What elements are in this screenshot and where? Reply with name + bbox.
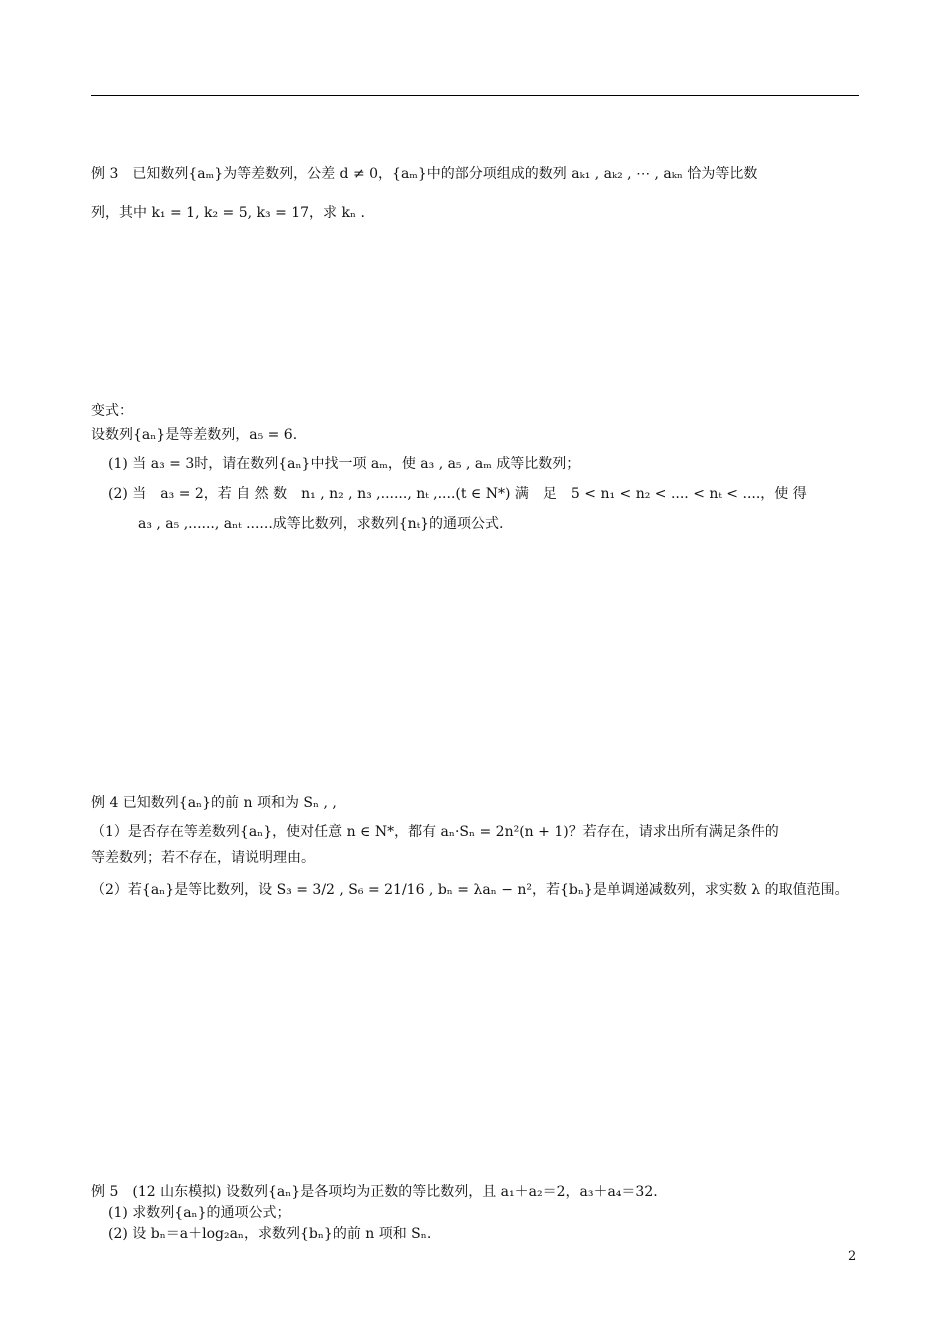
example-4-line-1: 例 4 已知数列{aₙ}的前 n 项和为 Sₙ , ,: [91, 795, 337, 811]
example-5-line-1: 例 5 (12 山东模拟) 设数列{aₙ}是各项均为正数的等比数列，且 a₁＋a₂＝2，a₃＋a₄＝32.: [91, 1184, 658, 1200]
variant-intro: 设数列{aₙ}是等差数列，a₅ = 6.: [91, 427, 298, 443]
example-3-line-1: 例 3 已知数列{aₘ}为等差数列，公差 d ≠ 0，{aₘ}中的部分项组成的数列 aₖ₁ , aₖ₂ , ⋯ , aₖₙ 恰为等比数: [91, 166, 758, 182]
example-5-question-2: (2) 设 bₙ＝a＋log₂aₙ，求数列{bₙ}的前 n 项和 Sₙ.: [108, 1226, 432, 1242]
variant-question-1: (1) 当 a₃ = 3时，请在数列{aₙ}中找一项 aₘ，使 a₃ , a₅ , aₘ 成等比数列；: [108, 456, 581, 472]
variant-title: 变式：: [91, 403, 133, 419]
example-4-question-1-line-1: （1）是否存在等差数列{aₙ}，使对任意 n ∈ N*，都有 aₙ·Sₙ = 2n²(n + 1)？若存在，请求出所有满足条件的: [91, 824, 779, 840]
example-4-question-2: （2）若{aₙ}是等比数列，设 S₃ = 3/2 , S₆ = 21/16 , bₙ = λaₙ − n²，若{bₙ}是单调递减数列，求实数 λ 的取值范围。: [91, 882, 849, 898]
page-number: 2: [848, 1249, 857, 1264]
example-5-question-1: (1) 求数列{aₙ}的通项公式；: [108, 1205, 291, 1221]
example-3-line-2: 列，其中 k₁ = 1, k₂ = 5, k₃ = 17，求 kₙ .: [91, 205, 365, 221]
header-rule: [91, 95, 859, 96]
example-4-question-1-line-2: 等差数列；若不存在，请说明理由。: [91, 850, 315, 866]
variant-question-2-line-1: (2) 当 a₃ = 2，若 自 然 数 n₁ , n₂ , n₃ ,......, nₜ ,....(t ∈ N*) 满 足 5 < n₁ < n₂ < .... < nₜ < ....，使 得: [108, 486, 807, 502]
variant-question-2-line-2: a₃ , a₅ ,......, aₙₜ ......成等比数列，求数列{nₜ}的通项公式.: [138, 516, 504, 532]
